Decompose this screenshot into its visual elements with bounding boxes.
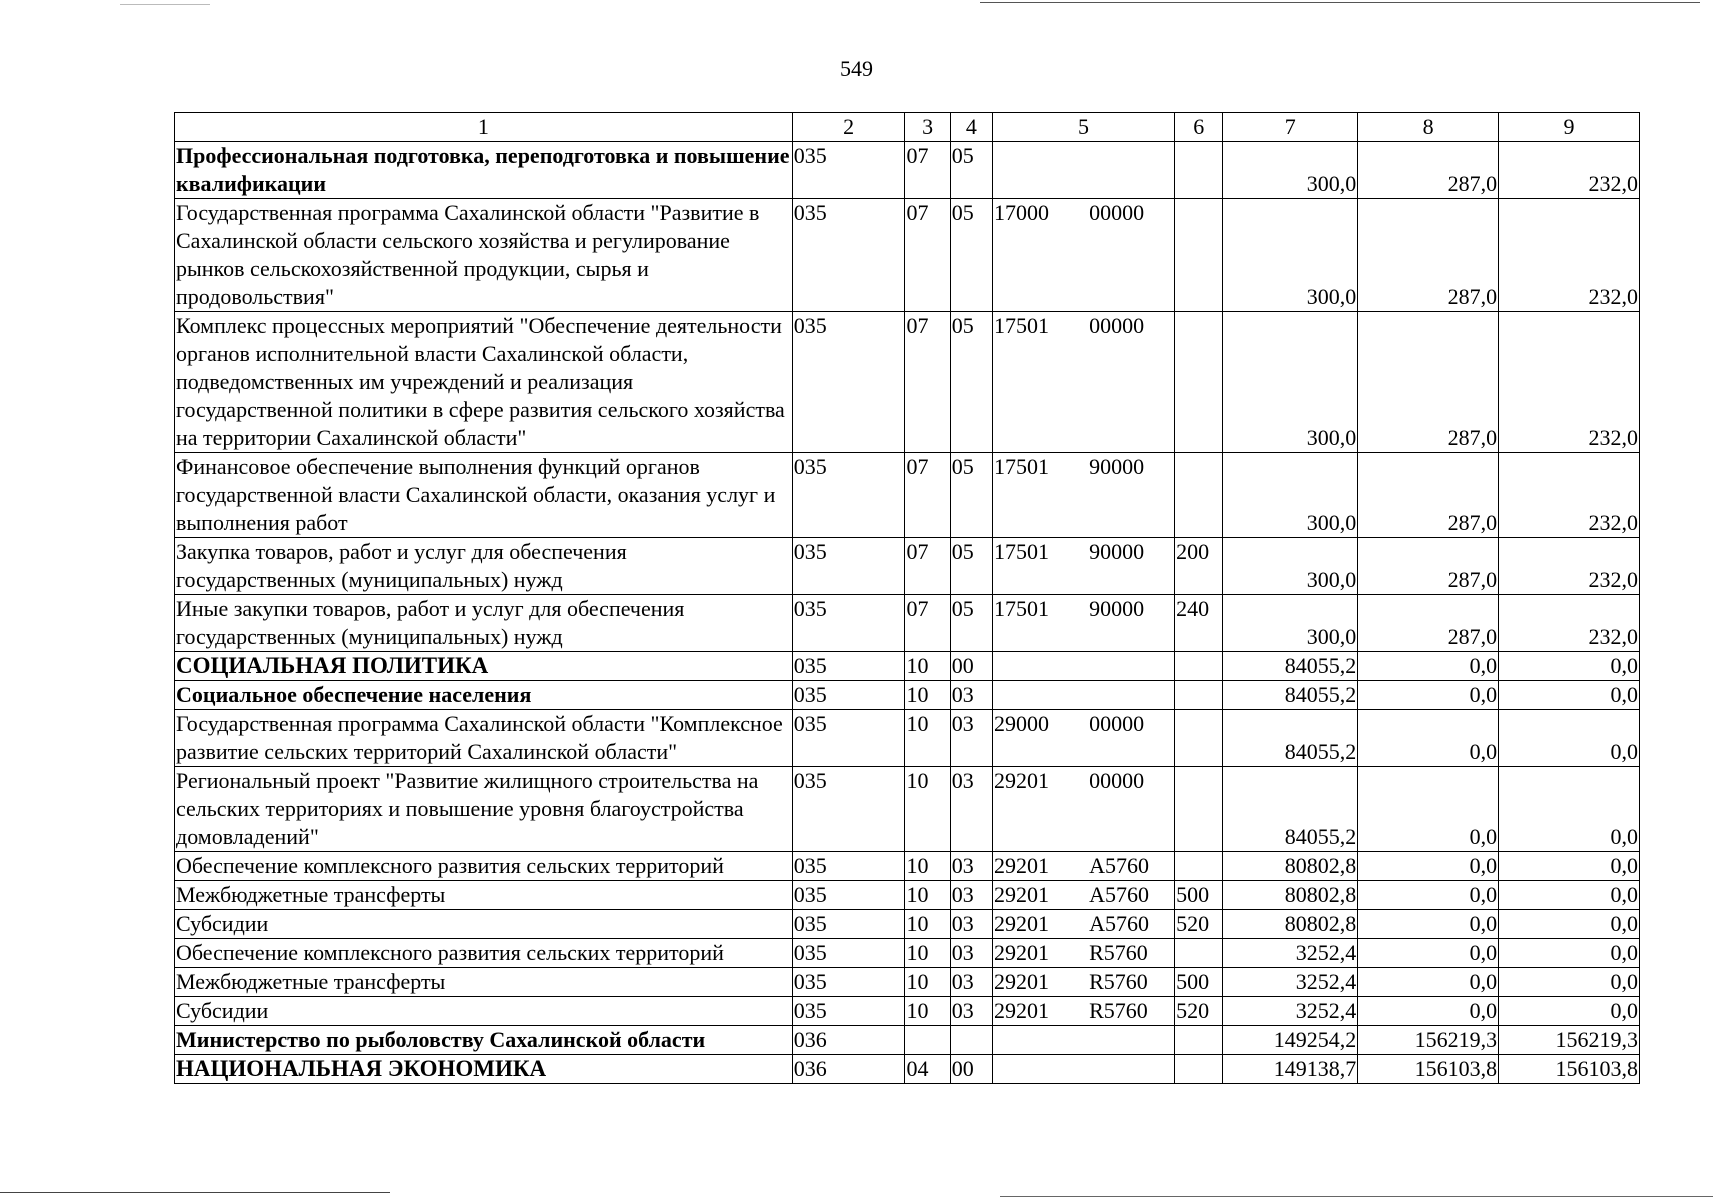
direction-code-cell (1088, 681, 1175, 710)
header-cell: 1 (175, 113, 793, 142)
direction-code-cell: R5760 (1088, 997, 1175, 1026)
amount-cell: 3252,4 (1223, 968, 1358, 997)
amount-cell: 0,0 (1499, 939, 1640, 968)
scan-mark (0, 1192, 390, 1193)
table-row (175, 852, 1640, 881)
section-cell: 07 (905, 199, 950, 312)
header-row (175, 113, 1640, 142)
table-row (175, 710, 1640, 767)
expense-type-cell: 200 (1175, 538, 1223, 595)
amount-cell: 156219,3 (1358, 1026, 1499, 1055)
amount-cell: 80802,8 (1223, 910, 1358, 939)
header-cell: 2 (792, 113, 905, 142)
row-name-cell: СОЦИАЛЬНАЯ ПОЛИТИКА (175, 652, 793, 681)
amount-cell: 232,0 (1499, 199, 1640, 312)
subsection-cell: 03 (950, 767, 992, 852)
expense-type-cell (1175, 142, 1223, 199)
table-row (175, 881, 1640, 910)
direction-code-cell (1088, 142, 1175, 199)
section-cell (905, 1026, 950, 1055)
amount-cell: 300,0 (1223, 595, 1358, 652)
expense-type-cell: 500 (1175, 968, 1223, 997)
amount-cell: 0,0 (1358, 767, 1499, 852)
table-row (175, 767, 1640, 852)
row-name-cell: Государственная программа Сахалинской области "Комплексное развитие сельских территорий Сахалинской области" (175, 710, 793, 767)
direction-code-cell: R5760 (1088, 939, 1175, 968)
row-name-cell: Иные закупки товаров, работ и услуг для обеспечения государственных (муниципальных) нужд (175, 595, 793, 652)
section-cell: 10 (905, 710, 950, 767)
subsection-cell: 03 (950, 852, 992, 881)
code-cell: 035 (792, 595, 905, 652)
table-row (175, 142, 1640, 199)
expense-type-cell (1175, 710, 1223, 767)
code-cell: 035 (792, 538, 905, 595)
direction-code-cell: A5760 (1088, 852, 1175, 881)
direction-code-cell: 00000 (1088, 710, 1175, 767)
amount-cell: 287,0 (1358, 595, 1499, 652)
direction-code-cell: 00000 (1088, 199, 1175, 312)
code-cell: 035 (792, 652, 905, 681)
amount-cell: 232,0 (1499, 312, 1640, 453)
amount-cell: 0,0 (1358, 997, 1499, 1026)
program-code-cell (992, 142, 1088, 199)
code-cell: 036 (792, 1026, 905, 1055)
table-row (175, 997, 1640, 1026)
header-cell: 4 (950, 113, 992, 142)
subsection-cell: 05 (950, 312, 992, 453)
amount-cell: 3252,4 (1223, 997, 1358, 1026)
section-cell: 10 (905, 652, 950, 681)
expense-type-cell: 500 (1175, 881, 1223, 910)
amount-cell: 156103,8 (1499, 1055, 1640, 1084)
amount-cell: 156103,8 (1358, 1055, 1499, 1084)
subsection-cell: 05 (950, 453, 992, 538)
section-cell: 07 (905, 142, 950, 199)
amount-cell: 0,0 (1358, 710, 1499, 767)
expense-type-cell (1175, 939, 1223, 968)
amount-cell: 0,0 (1499, 852, 1640, 881)
expense-type-cell: 240 (1175, 595, 1223, 652)
program-code-cell: 29201 (992, 910, 1088, 939)
amount-cell: 232,0 (1499, 453, 1640, 538)
expense-type-cell (1175, 312, 1223, 453)
program-code-cell: 17501 (992, 595, 1088, 652)
direction-code-cell (1088, 1026, 1175, 1055)
header-cell: 5 (992, 113, 1174, 142)
section-cell: 07 (905, 538, 950, 595)
amount-cell: 149138,7 (1223, 1055, 1358, 1084)
row-name-cell: Финансовое обеспечение выполнения функций органов государственной власти Сахалинской области, оказания услуг и выполнения работ (175, 453, 793, 538)
amount-cell: 287,0 (1358, 142, 1499, 199)
direction-code-cell: R5760 (1088, 968, 1175, 997)
section-cell: 07 (905, 595, 950, 652)
amount-cell: 0,0 (1499, 710, 1640, 767)
subsection-cell: 05 (950, 199, 992, 312)
row-name-cell: Государственная программа Сахалинской области "Развитие в Сахалинской области сельского хозяйства и регулирование рынков сельскохозяйственной продукции, сырья и продовольствия" (175, 199, 793, 312)
row-name-cell: Социальное обеспечение населения (175, 681, 793, 710)
row-name-cell: Комплекс процессных мероприятий "Обеспечение деятельности органов исполнительной власти Сахалинской области, подведомственных им учреждений и реализация государственной политики в сфере развития сельского хозяйства на территории Сахалинской области" (175, 312, 793, 453)
table-row (175, 1055, 1640, 1084)
code-cell: 035 (792, 312, 905, 453)
program-code-cell: 29201 (992, 939, 1088, 968)
direction-code-cell: 90000 (1088, 595, 1175, 652)
row-name-cell: Обеспечение комплексного развития сельских территорий (175, 939, 793, 968)
amount-cell: 0,0 (1358, 968, 1499, 997)
subsection-cell: 03 (950, 710, 992, 767)
subsection-cell: 05 (950, 142, 992, 199)
amount-cell: 149254,2 (1223, 1026, 1358, 1055)
row-name-cell: НАЦИОНАЛЬНАЯ ЭКОНОМИКА (175, 1055, 793, 1084)
direction-code-cell: 00000 (1088, 312, 1175, 453)
subsection-cell: 00 (950, 1055, 992, 1084)
program-code-cell (992, 1026, 1088, 1055)
code-cell: 035 (792, 881, 905, 910)
scan-mark (1000, 1196, 1713, 1197)
code-cell: 035 (792, 968, 905, 997)
expense-type-cell: 520 (1175, 910, 1223, 939)
direction-code-cell: A5760 (1088, 910, 1175, 939)
section-cell: 10 (905, 968, 950, 997)
header-cell: 6 (1175, 113, 1223, 142)
amount-cell: 287,0 (1358, 312, 1499, 453)
amount-cell: 0,0 (1358, 852, 1499, 881)
amount-cell: 0,0 (1499, 767, 1640, 852)
section-cell: 10 (905, 681, 950, 710)
code-cell: 035 (792, 142, 905, 199)
direction-code-cell: 90000 (1088, 538, 1175, 595)
row-name-cell: Межбюджетные трансферты (175, 881, 793, 910)
amount-cell: 232,0 (1499, 595, 1640, 652)
row-name-cell: Межбюджетные трансферты (175, 968, 793, 997)
amount-cell: 287,0 (1358, 199, 1499, 312)
expense-type-cell (1175, 681, 1223, 710)
amount-cell: 80802,8 (1223, 881, 1358, 910)
subsection-cell: 00 (950, 652, 992, 681)
program-code-cell: 29201 (992, 881, 1088, 910)
section-cell: 10 (905, 939, 950, 968)
subsection-cell: 03 (950, 910, 992, 939)
program-code-cell: 17501 (992, 538, 1088, 595)
expense-type-cell (1175, 852, 1223, 881)
page-number: 549 (840, 56, 873, 81)
subsection-cell: 03 (950, 681, 992, 710)
amount-cell: 0,0 (1499, 652, 1640, 681)
direction-code-cell (1088, 1055, 1175, 1084)
amount-cell: 0,0 (1358, 881, 1499, 910)
amount-cell: 0,0 (1358, 652, 1499, 681)
amount-cell: 84055,2 (1223, 681, 1358, 710)
amount-cell: 0,0 (1358, 910, 1499, 939)
table-body (175, 142, 1640, 1084)
row-name-cell: Субсидии (175, 910, 793, 939)
amount-cell: 3252,4 (1223, 939, 1358, 968)
program-code-cell: 29201 (992, 852, 1088, 881)
section-cell: 10 (905, 910, 950, 939)
expense-type-cell (1175, 1026, 1223, 1055)
amount-cell: 300,0 (1223, 312, 1358, 453)
row-name-cell: Профессиональная подготовка, переподготовка и повышение квалификации (175, 142, 793, 199)
row-name-cell: Региональный проект "Развитие жилищного строительства на сельских территориях и повышение уровня благоустройства домовладений" (175, 767, 793, 852)
code-cell: 035 (792, 767, 905, 852)
amount-cell: 0,0 (1499, 968, 1640, 997)
section-cell: 04 (905, 1055, 950, 1084)
amount-cell: 84055,2 (1223, 652, 1358, 681)
code-cell: 035 (792, 453, 905, 538)
code-cell: 035 (792, 910, 905, 939)
table-row (175, 910, 1640, 939)
direction-code-cell: 90000 (1088, 453, 1175, 538)
program-code-cell (992, 681, 1088, 710)
expense-type-cell (1175, 652, 1223, 681)
amount-cell: 84055,2 (1223, 767, 1358, 852)
section-cell: 07 (905, 312, 950, 453)
subsection-cell: 03 (950, 997, 992, 1026)
table-row (175, 312, 1640, 453)
subsection-cell: 05 (950, 595, 992, 652)
code-cell: 036 (792, 1055, 905, 1084)
amount-cell: 287,0 (1358, 538, 1499, 595)
table-row (175, 652, 1640, 681)
table-row (175, 595, 1640, 652)
program-code-cell: 29201 (992, 997, 1088, 1026)
expense-type-cell (1175, 453, 1223, 538)
row-name-cell: Министерство по рыболовству Сахалинской области (175, 1026, 793, 1055)
direction-code-cell (1088, 652, 1175, 681)
row-name-cell: Субсидии (175, 997, 793, 1026)
amount-cell: 300,0 (1223, 453, 1358, 538)
table-row (175, 939, 1640, 968)
table-row (175, 968, 1640, 997)
amount-cell: 0,0 (1499, 881, 1640, 910)
amount-cell: 300,0 (1223, 199, 1358, 312)
program-code-cell: 17000 (992, 199, 1088, 312)
subsection-cell (950, 1026, 992, 1055)
subsection-cell: 03 (950, 968, 992, 997)
row-name-cell: Обеспечение комплексного развития сельских территорий (175, 852, 793, 881)
amount-cell: 0,0 (1499, 910, 1640, 939)
header-cell: 3 (905, 113, 950, 142)
expense-type-cell: 520 (1175, 997, 1223, 1026)
code-cell: 035 (792, 997, 905, 1026)
section-cell: 10 (905, 767, 950, 852)
section-cell: 10 (905, 881, 950, 910)
header-cell: 8 (1358, 113, 1499, 142)
section-cell: 07 (905, 453, 950, 538)
amount-cell: 80802,8 (1223, 852, 1358, 881)
program-code-cell: 17501 (992, 312, 1088, 453)
amount-cell: 287,0 (1358, 453, 1499, 538)
direction-code-cell: A5760 (1088, 881, 1175, 910)
amount-cell: 0,0 (1499, 997, 1640, 1026)
amount-cell: 232,0 (1499, 142, 1640, 199)
direction-code-cell: 00000 (1088, 767, 1175, 852)
amount-cell: 300,0 (1223, 538, 1358, 595)
subsection-cell: 05 (950, 538, 992, 595)
code-cell: 035 (792, 939, 905, 968)
program-code-cell (992, 1055, 1088, 1084)
header-cell: 9 (1499, 113, 1640, 142)
table-row (175, 681, 1640, 710)
amount-cell: 0,0 (1358, 681, 1499, 710)
header-cell: 7 (1223, 113, 1358, 142)
row-name-cell: Закупка товаров, работ и услуг для обеспечения государственных (муниципальных) нужд (175, 538, 793, 595)
expense-type-cell (1175, 1055, 1223, 1084)
expense-type-cell (1175, 199, 1223, 312)
budget-table (174, 112, 1640, 1084)
code-cell: 035 (792, 681, 905, 710)
code-cell: 035 (792, 710, 905, 767)
table-row (175, 453, 1640, 538)
table-row (175, 199, 1640, 312)
amount-cell: 0,0 (1358, 939, 1499, 968)
code-cell: 035 (792, 852, 905, 881)
expense-type-cell (1175, 767, 1223, 852)
program-code-cell: 17501 (992, 453, 1088, 538)
code-cell: 035 (792, 199, 905, 312)
amount-cell: 0,0 (1499, 681, 1640, 710)
amount-cell: 156219,3 (1499, 1026, 1640, 1055)
subsection-cell: 03 (950, 881, 992, 910)
section-cell: 10 (905, 852, 950, 881)
scan-mark (980, 2, 1700, 3)
table-row (175, 538, 1640, 595)
subsection-cell: 03 (950, 939, 992, 968)
table-row (175, 1026, 1640, 1055)
amount-cell: 232,0 (1499, 538, 1640, 595)
amount-cell: 300,0 (1223, 142, 1358, 199)
program-code-cell: 29201 (992, 968, 1088, 997)
program-code-cell: 29000 (992, 710, 1088, 767)
amount-cell: 84055,2 (1223, 710, 1358, 767)
scan-mark (120, 4, 210, 5)
section-cell: 10 (905, 997, 950, 1026)
program-code-cell: 29201 (992, 767, 1088, 852)
program-code-cell (992, 652, 1088, 681)
